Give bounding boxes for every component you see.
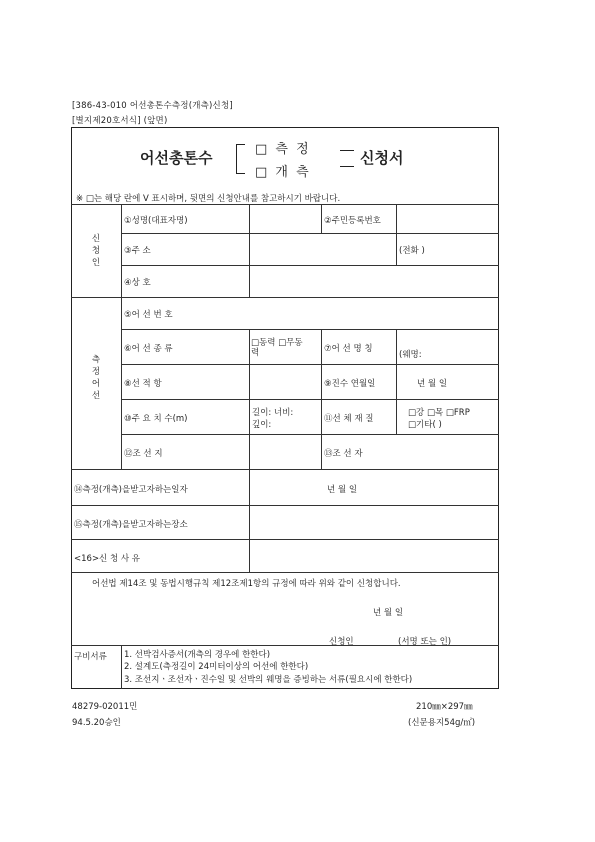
applicant-group-label: 신 청 인: [91, 234, 101, 268]
form-code: [386-43-010 어선총톤수측정(개측)신청]: [72, 101, 233, 111]
shipbuilder-label: ⑬조 선 자: [324, 449, 363, 459]
dimensions-value-2[interactable]: 깊이:: [252, 420, 272, 430]
address-label: ③주 소: [124, 246, 151, 256]
signature-note[interactable]: (서명 또는 인): [398, 637, 452, 647]
vessel-number-label: ⑤어 선 번 호: [124, 310, 173, 320]
build-place-label: ⑫조 선 지: [124, 449, 163, 459]
launch-date-label: ⑨진수 연월일: [324, 379, 376, 389]
vessel-type-label: ⑥어 선 종 류: [124, 344, 173, 354]
requested-date-label: ⑭측정(개측)을받고자하는일자: [74, 485, 188, 495]
attachment-item: 3. 조선지ㆍ조선자ㆍ진수일 및 선박의 웨명을 증빙하는 서류(필요시에 한한다): [124, 675, 413, 685]
hull-material-options[interactable]: □강 □목 □FRP: [408, 408, 470, 418]
attachments-label: 구비서류: [74, 652, 107, 662]
signer-label: 신청인: [329, 637, 354, 647]
dimensions-value-1[interactable]: 길이: 너비:: [252, 408, 294, 418]
title-dash-top: [340, 150, 354, 151]
hull-material-label: ⑪선 체 재 질: [324, 414, 374, 424]
hull-material-other[interactable]: □기타( ): [408, 420, 442, 430]
footer-paper: (신문용지54g/㎡): [408, 718, 476, 728]
title-dash-bottom: [340, 166, 354, 167]
footer-code: 48279-02011민: [72, 702, 138, 712]
name-label: ①성명(대표자명): [124, 216, 188, 226]
title-bracket-left: [236, 144, 245, 174]
requested-date-value[interactable]: 년 월 일: [327, 485, 358, 495]
port-label: ⑧선 적 항: [124, 379, 162, 389]
vessel-name-value[interactable]: (웨명:: [399, 350, 422, 360]
declaration-date[interactable]: 년 월 일: [373, 608, 404, 618]
reason-label: <16>신 청 사 유: [74, 554, 141, 564]
attachment-item: 2. 설계도(측정길이 24미터이상의 어선에 한한다): [124, 662, 309, 672]
phone-label: (전화 ): [399, 246, 425, 256]
rrn-label: ②주민등록번호: [324, 216, 381, 226]
declaration-text: 어선법 제14조 및 동법시행규칙 제12조제1항의 규정에 따라 위와 같이 신청합니다.: [92, 579, 401, 589]
vessel-type-options[interactable]: □동력 □무동: [251, 338, 303, 348]
instruction-note: ※ □는 해당 란에 V 표시하며, 뒷면의 신청안내를 참고하시기 바랍니다.: [76, 194, 341, 204]
option-measure[interactable]: □ 측 정: [255, 142, 311, 157]
requested-place-label: ⑮측정(개측)을받고자하는장소: [74, 520, 188, 530]
option-remeasure[interactable]: □ 개 측: [255, 165, 311, 180]
dimensions-label: ⑩주 요 치 수(m): [124, 414, 188, 424]
attachments-list: [124, 647, 496, 688]
footer-approval: 94.5.20승인: [72, 718, 121, 728]
attachment-item: 1. 선박검사증서(개측의 경우에 한한다): [124, 650, 271, 660]
vessel-name-label: ⑦어 선 명 칭: [324, 344, 373, 354]
title-main: 어선총톤수: [140, 149, 213, 167]
vessel-type-options-wrap: 력: [251, 348, 260, 358]
trade-name-label: ④상 호: [124, 278, 151, 288]
vessel-group-label: 측 정 어 선: [91, 355, 101, 401]
form-reference: [별지제20호서식] (앞면): [72, 116, 168, 126]
launch-date-value[interactable]: 년 월 일: [417, 379, 448, 389]
footer-size: 210㎜×297㎜: [416, 702, 473, 712]
title-suffix: 신청서: [360, 149, 404, 167]
